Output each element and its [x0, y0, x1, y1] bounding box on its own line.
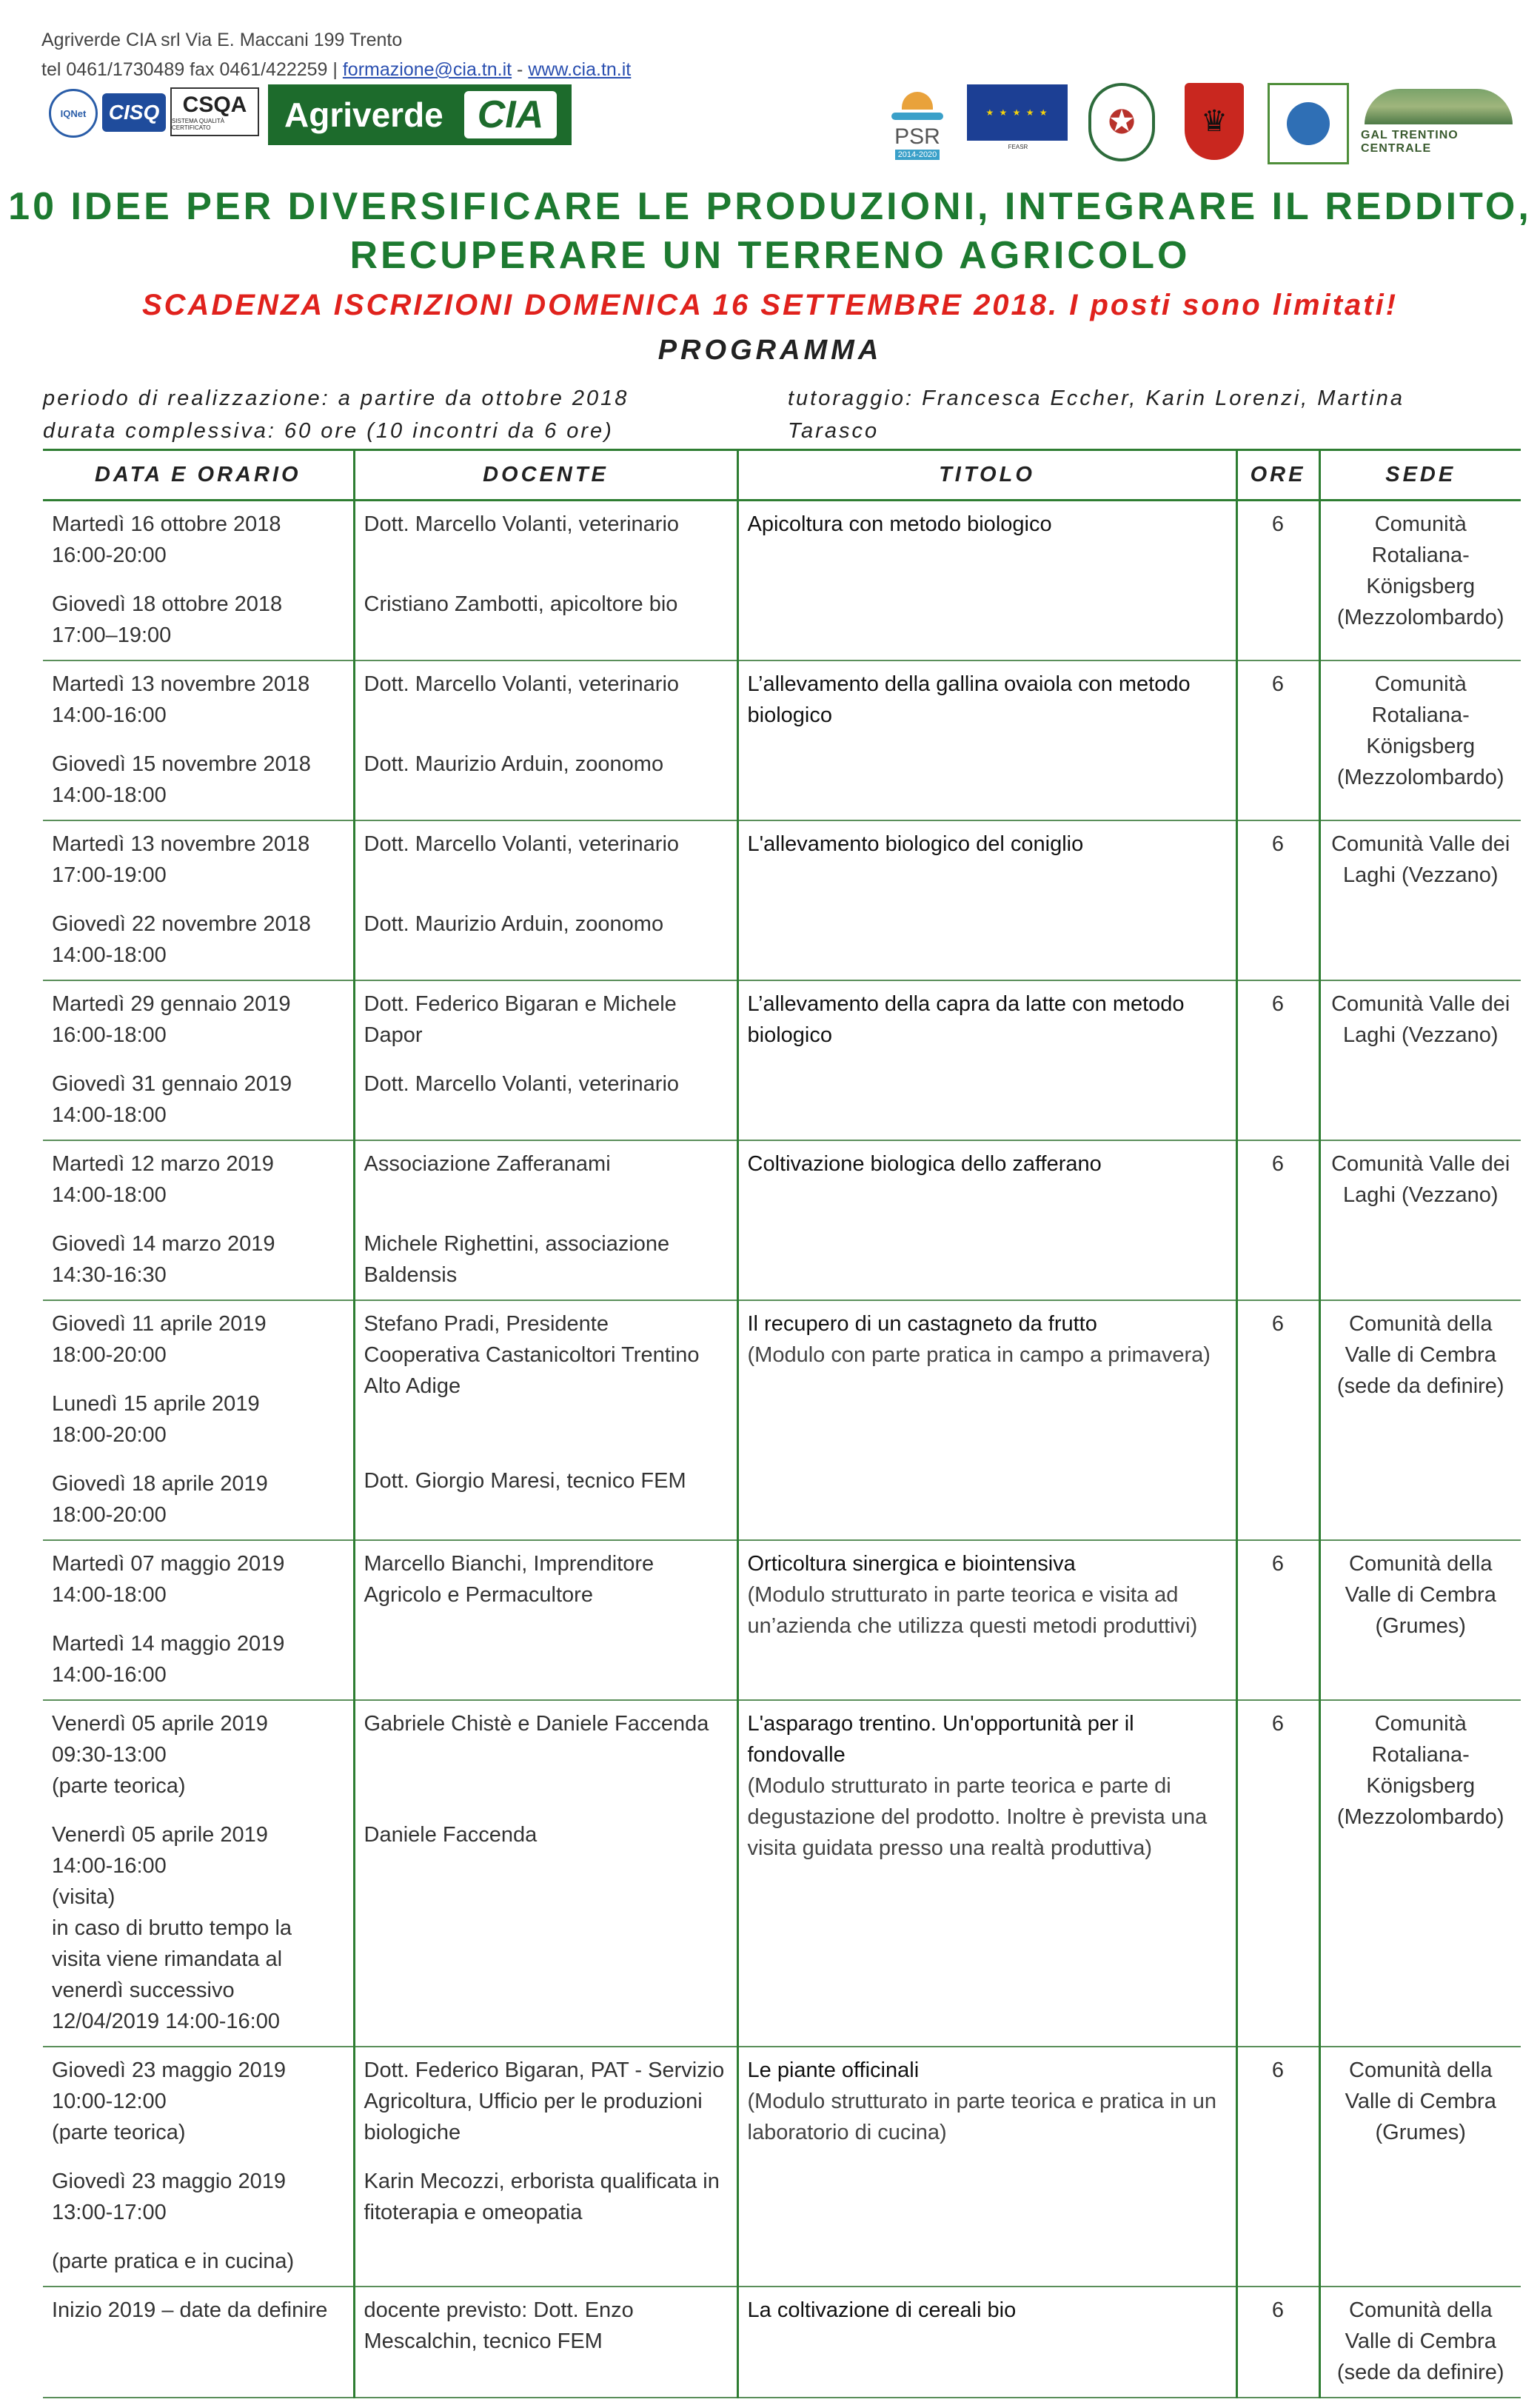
psr-logo — [878, 74, 957, 160]
session-date: (parte pratica e in cucina) — [52, 2250, 295, 2273]
tutoraggio: tutoraggio: Francesca Eccher, Karin Lorenzi, Martina Tarasco — [788, 387, 1405, 443]
programme-table — [43, 449, 1521, 2398]
iqnet-logo — [49, 89, 98, 138]
table-row — [43, 820, 1521, 980]
cell-docente — [354, 980, 737, 1140]
course-note: (Modulo strutturato in parte teorica e pratica in un laboratorio di cucina) — [747, 2090, 1216, 2144]
organisation-info — [41, 25, 631, 84]
teacher: Dott. Marcello Volanti, veterinario — [364, 672, 680, 696]
cell-docente — [354, 501, 737, 661]
gal-logo-text: GAL TRENTINO CENTRALE — [1361, 129, 1459, 155]
course-note: (Modulo con parte pratica in campo a primavera) — [747, 1343, 1211, 1367]
cell-sede: Comunità Valle dei Laghi (Vezzano) — [1319, 820, 1521, 980]
cell-ore: 6 — [1236, 2287, 1319, 2398]
periodo: periodo di realizzazione: a partire da ottobre 2018 — [43, 387, 629, 410]
course-title: Le piante officinali — [747, 2058, 920, 2082]
cell-sede: Comunità della Valle di Cembra (Grumes) — [1319, 2047, 1521, 2287]
cell-titolo — [737, 980, 1236, 1140]
psr-logo-text: PSR — [894, 124, 940, 149]
trentino-coat-of-arms: ♛ — [1185, 83, 1244, 160]
cia-logo-text: CIA — [464, 91, 558, 138]
cell-data — [43, 1140, 354, 1300]
header-data: DATA E ORARIO — [43, 450, 354, 501]
cell-docente — [354, 820, 737, 980]
table-row — [43, 1300, 1521, 1540]
session-date: Martedì 13 novembre 2018 14:00-16:00 — [52, 672, 310, 727]
course-note: (Modulo strutturato in parte teorica e parte di degustazione del prodotto. Inoltre è prevista una visita guidata presso una realtà produttiva) — [747, 1774, 1208, 1860]
teacher: Associazione Zafferanami — [364, 1152, 611, 1176]
session-date: Inizio 2019 – date da definire — [52, 2298, 328, 2322]
agriverde-logo-text: Agriverde — [284, 96, 443, 134]
course-note: (Modulo strutturato in parte teorica e visita ad un’azienda che utilizza questi metodi produttivi) — [747, 1583, 1198, 1638]
cell-sede: Comunità Valle dei Laghi (Vezzano) — [1319, 1140, 1521, 1300]
cell-ore: 6 — [1236, 980, 1319, 1140]
table-row — [43, 1540, 1521, 1700]
cell-data — [43, 820, 354, 980]
header-sede: SEDE — [1319, 450, 1521, 501]
cell-sede: Comunità della Valle di Cembra (Grumes) — [1319, 1540, 1521, 1700]
header-titolo: TITOLO — [737, 450, 1236, 501]
csqa-logo — [170, 87, 259, 136]
gal-trentino-centrale-logo — [1361, 81, 1516, 155]
cell-titolo — [737, 1700, 1236, 2047]
course-title: L'asparago trentino. Un'opportunità per il fondovalle — [747, 1712, 1134, 1767]
cell-titolo — [737, 660, 1236, 820]
table-row — [43, 660, 1521, 820]
session-date: Giovedì 15 novembre 2018 14:00-18:00 — [52, 752, 311, 807]
cell-docente — [354, 1300, 737, 1540]
cell-ore: 6 — [1236, 1140, 1319, 1300]
teacher: Dott. Maurizio Arduin, zoonomo — [364, 912, 664, 936]
deadline-notice: SCADENZA ISCRIZIONI DOMENICA 16 SETTEMBRE 2018. I posti sono limitati! — [141, 289, 1399, 321]
session-date: Giovedì 11 aprile 2019 18:00-20:00 — [52, 1312, 267, 1367]
table-header-row — [43, 450, 1521, 501]
session-date: Martedì 12 marzo 2019 14:00-18:00 — [52, 1152, 274, 1207]
table-row — [43, 2287, 1521, 2398]
cell-ore: 6 — [1236, 1540, 1319, 1700]
cell-ore: 6 — [1236, 660, 1319, 820]
cell-docente — [354, 1700, 737, 2047]
table-row — [43, 1140, 1521, 1300]
cell-titolo — [737, 1540, 1236, 1700]
cell-titolo — [737, 820, 1236, 980]
email-link[interactable]: formazione@cia.tn.it — [342, 59, 512, 80]
teacher: Dott. Giorgio Maresi, tecnico FEM — [364, 1469, 686, 1493]
cell-data — [43, 1700, 354, 2047]
cell-data — [43, 1300, 354, 1540]
session-date: Giovedì 23 maggio 2019 10:00-12:00 (parte teorica) — [52, 2058, 286, 2144]
cell-data — [43, 660, 354, 820]
teacher: Dott. Maurizio Arduin, zoonomo — [364, 752, 664, 776]
page-title: 10 IDEE PER DIVERSIFICARE LE PRODUZIONI, INTEGRARE IL REDDITO, RECUPERARE UN TERRENO AGRICOLO — [8, 185, 1532, 277]
cell-data — [43, 501, 354, 661]
teacher: Stefano Pradi, Presidente Cooperativa Castanicoltori Trentino Alto Adige — [364, 1312, 700, 1398]
session-date: Giovedì 23 maggio 2019 13:00-17:00 — [52, 2170, 286, 2224]
teacher: Daniele Faccenda — [364, 1823, 538, 1847]
table-row — [43, 501, 1521, 661]
cell-data — [43, 2047, 354, 2287]
cell-ore: 6 — [1236, 820, 1319, 980]
table-row — [43, 2047, 1521, 2287]
leader-circle-icon — [1287, 102, 1330, 145]
session-date: Martedì 13 novembre 2018 17:00-19:00 — [52, 832, 310, 887]
organisation-phone: tel 0461/1730489 fax 0461/422259 | — [41, 59, 343, 80]
website-link[interactable]: www.cia.tn.it — [528, 59, 632, 80]
teacher: Dott. Marcello Volanti, veterinario — [364, 512, 680, 536]
leader-logo — [1268, 83, 1349, 164]
cell-sede: Comunità Valle dei Laghi (Vezzano) — [1319, 980, 1521, 1140]
header-ore: ORE — [1236, 450, 1319, 501]
course-title: L’allevamento della capra da latte con metodo biologico — [747, 992, 1185, 1047]
course-title: L’allevamento della gallina ovaiola con metodo biologico — [747, 672, 1191, 727]
course-title: La coltivazione di cereali bio — [747, 2298, 1017, 2322]
cell-ore: 6 — [1236, 1300, 1319, 1540]
cell-docente — [354, 1540, 737, 1700]
cell-ore: 6 — [1236, 2047, 1319, 2287]
programma-heading: PROGRAMMA — [657, 335, 883, 366]
session-date: Martedì 07 maggio 2019 14:00-18:00 — [52, 1552, 285, 1607]
session-date: Martedì 16 ottobre 2018 16:00-20:00 — [52, 512, 281, 567]
session-date: Venerdì 05 aprile 2019 09:30-13:00 (parte teorica) — [52, 1712, 268, 1798]
psr-years: 2014-2020 — [895, 150, 940, 160]
organisation-contacts — [41, 55, 631, 84]
feasr-caption: FEASR — [1008, 144, 1028, 150]
session-date: Martedì 14 maggio 2019 14:00-16:00 — [52, 1632, 285, 1687]
cisq-logo-text: CISQ — [108, 101, 160, 124]
cell-docente — [354, 2047, 737, 2287]
cell-sede: Comunità della Valle di Cembra (sede da definire) — [1319, 1300, 1521, 1540]
teacher: Dott. Marcello Volanti, veterinario — [364, 832, 680, 856]
session-date: Giovedì 14 marzo 2019 14:30-16:30 — [52, 1232, 275, 1287]
session-date: Lunedì 15 aprile 2019 18:00-20:00 — [52, 1392, 260, 1447]
session-date: Giovedì 31 gennaio 2019 14:00-18:00 — [52, 1072, 292, 1127]
cell-titolo — [737, 2047, 1236, 2287]
course-title: Orticoltura sinergica e biointensiva — [747, 1552, 1076, 1576]
teacher: Cristiano Zambotti, apicoltore bio — [364, 592, 678, 616]
teacher: Michele Righettini, associazione Baldensis — [364, 1232, 670, 1287]
table-row — [43, 980, 1521, 1140]
cell-data — [43, 980, 354, 1140]
teacher: docente previsto: Dott. Enzo Mescalchin, tecnico FEM — [364, 2298, 634, 2353]
cell-sede: Comunità della Valle di Cembra (sede da definire) — [1319, 2287, 1521, 2398]
course-period-info — [43, 382, 629, 447]
teacher: Dott. Marcello Volanti, veterinario — [364, 1072, 680, 1096]
teacher: Dott. Federico Bigaran e Michele Dapor — [364, 992, 677, 1047]
teacher: Dott. Federico Bigaran, PAT - Servizio Agricoltura, Ufficio per le produzioni biologiche — [364, 2058, 725, 2144]
contact-separator: - — [512, 59, 529, 80]
psr-wave-icon — [891, 113, 943, 120]
cell-titolo — [737, 1140, 1236, 1300]
session-date: Giovedì 18 aprile 2019 18:00-20:00 — [52, 1472, 268, 1527]
cell-docente — [354, 1140, 737, 1300]
eu-flag-logo: ★ ★ ★ ★ ★ — [967, 84, 1068, 141]
cell-ore: 6 — [1236, 1700, 1319, 2047]
session-date: Giovedì 18 ottobre 2018 17:00–19:00 — [52, 592, 283, 647]
organisation-address: Agriverde CIA srl Via E. Maccani 199 Trento — [41, 30, 403, 50]
italian-republic-emblem: ✪ — [1088, 83, 1155, 161]
cell-sede: Comunità Rotaliana-Königsberg (Mezzolombardo) — [1319, 660, 1521, 820]
session-date: Martedì 29 gennaio 2019 16:00-18:00 — [52, 992, 291, 1047]
cell-titolo — [737, 2287, 1236, 2398]
cell-data — [43, 2287, 354, 2398]
teacher: Karin Mecozzi, erborista qualificata in fitoterapia e omeopatia — [364, 2170, 720, 2224]
table-row — [43, 1700, 1521, 2047]
cell-sede: Comunità Rotaliana-Königsberg (Mezzolombardo) — [1319, 1700, 1521, 2047]
teacher: Gabriele Chistè e Daniele Faccenda — [364, 1712, 709, 1736]
session-date: Giovedì 22 novembre 2018 14:00-18:00 — [52, 912, 311, 967]
cell-titolo — [737, 501, 1236, 661]
hills-icon — [1365, 89, 1513, 124]
cell-ore: 6 — [1236, 501, 1319, 661]
cisq-logo — [102, 93, 166, 132]
course-title: Apicoltura con metodo biologico — [747, 512, 1052, 536]
header-docente: DOCENTE — [354, 450, 737, 501]
cell-docente — [354, 660, 737, 820]
psr-sun-icon — [902, 92, 933, 110]
iqnet-logo-text: IQNet — [60, 107, 87, 119]
cell-docente — [354, 2287, 737, 2398]
session-date: Venerdì 05 aprile 2019 14:00-16:00 (visita) in caso di brutto tempo la visita viene rimandata al venerdì successivo 12/04/2019 14:00-16:00 — [52, 1823, 292, 2033]
course-title: Il recupero di un castagneto da frutto — [747, 1312, 1097, 1336]
teacher: Marcello Bianchi, Imprenditore Agricolo e Permacultore — [364, 1552, 654, 1607]
durata: durata complessiva: 60 ore (10 incontri da 6 ore) — [43, 419, 614, 443]
course-title: Coltivazione biologica dello zafferano — [747, 1152, 1102, 1176]
csqa-logo-subtitle: SISTEMA QUALITÀ CERTIFICATO — [172, 118, 225, 131]
cell-titolo — [737, 1300, 1236, 1540]
agriverde-cia-logo — [268, 84, 572, 145]
cell-sede: Comunità Rotaliana-Königsberg (Mezzolombardo) — [1319, 501, 1521, 661]
csqa-logo-text: CSQA — [182, 93, 247, 117]
cell-data — [43, 1540, 354, 1700]
course-title: L'allevamento biologico del coniglio — [747, 832, 1084, 856]
